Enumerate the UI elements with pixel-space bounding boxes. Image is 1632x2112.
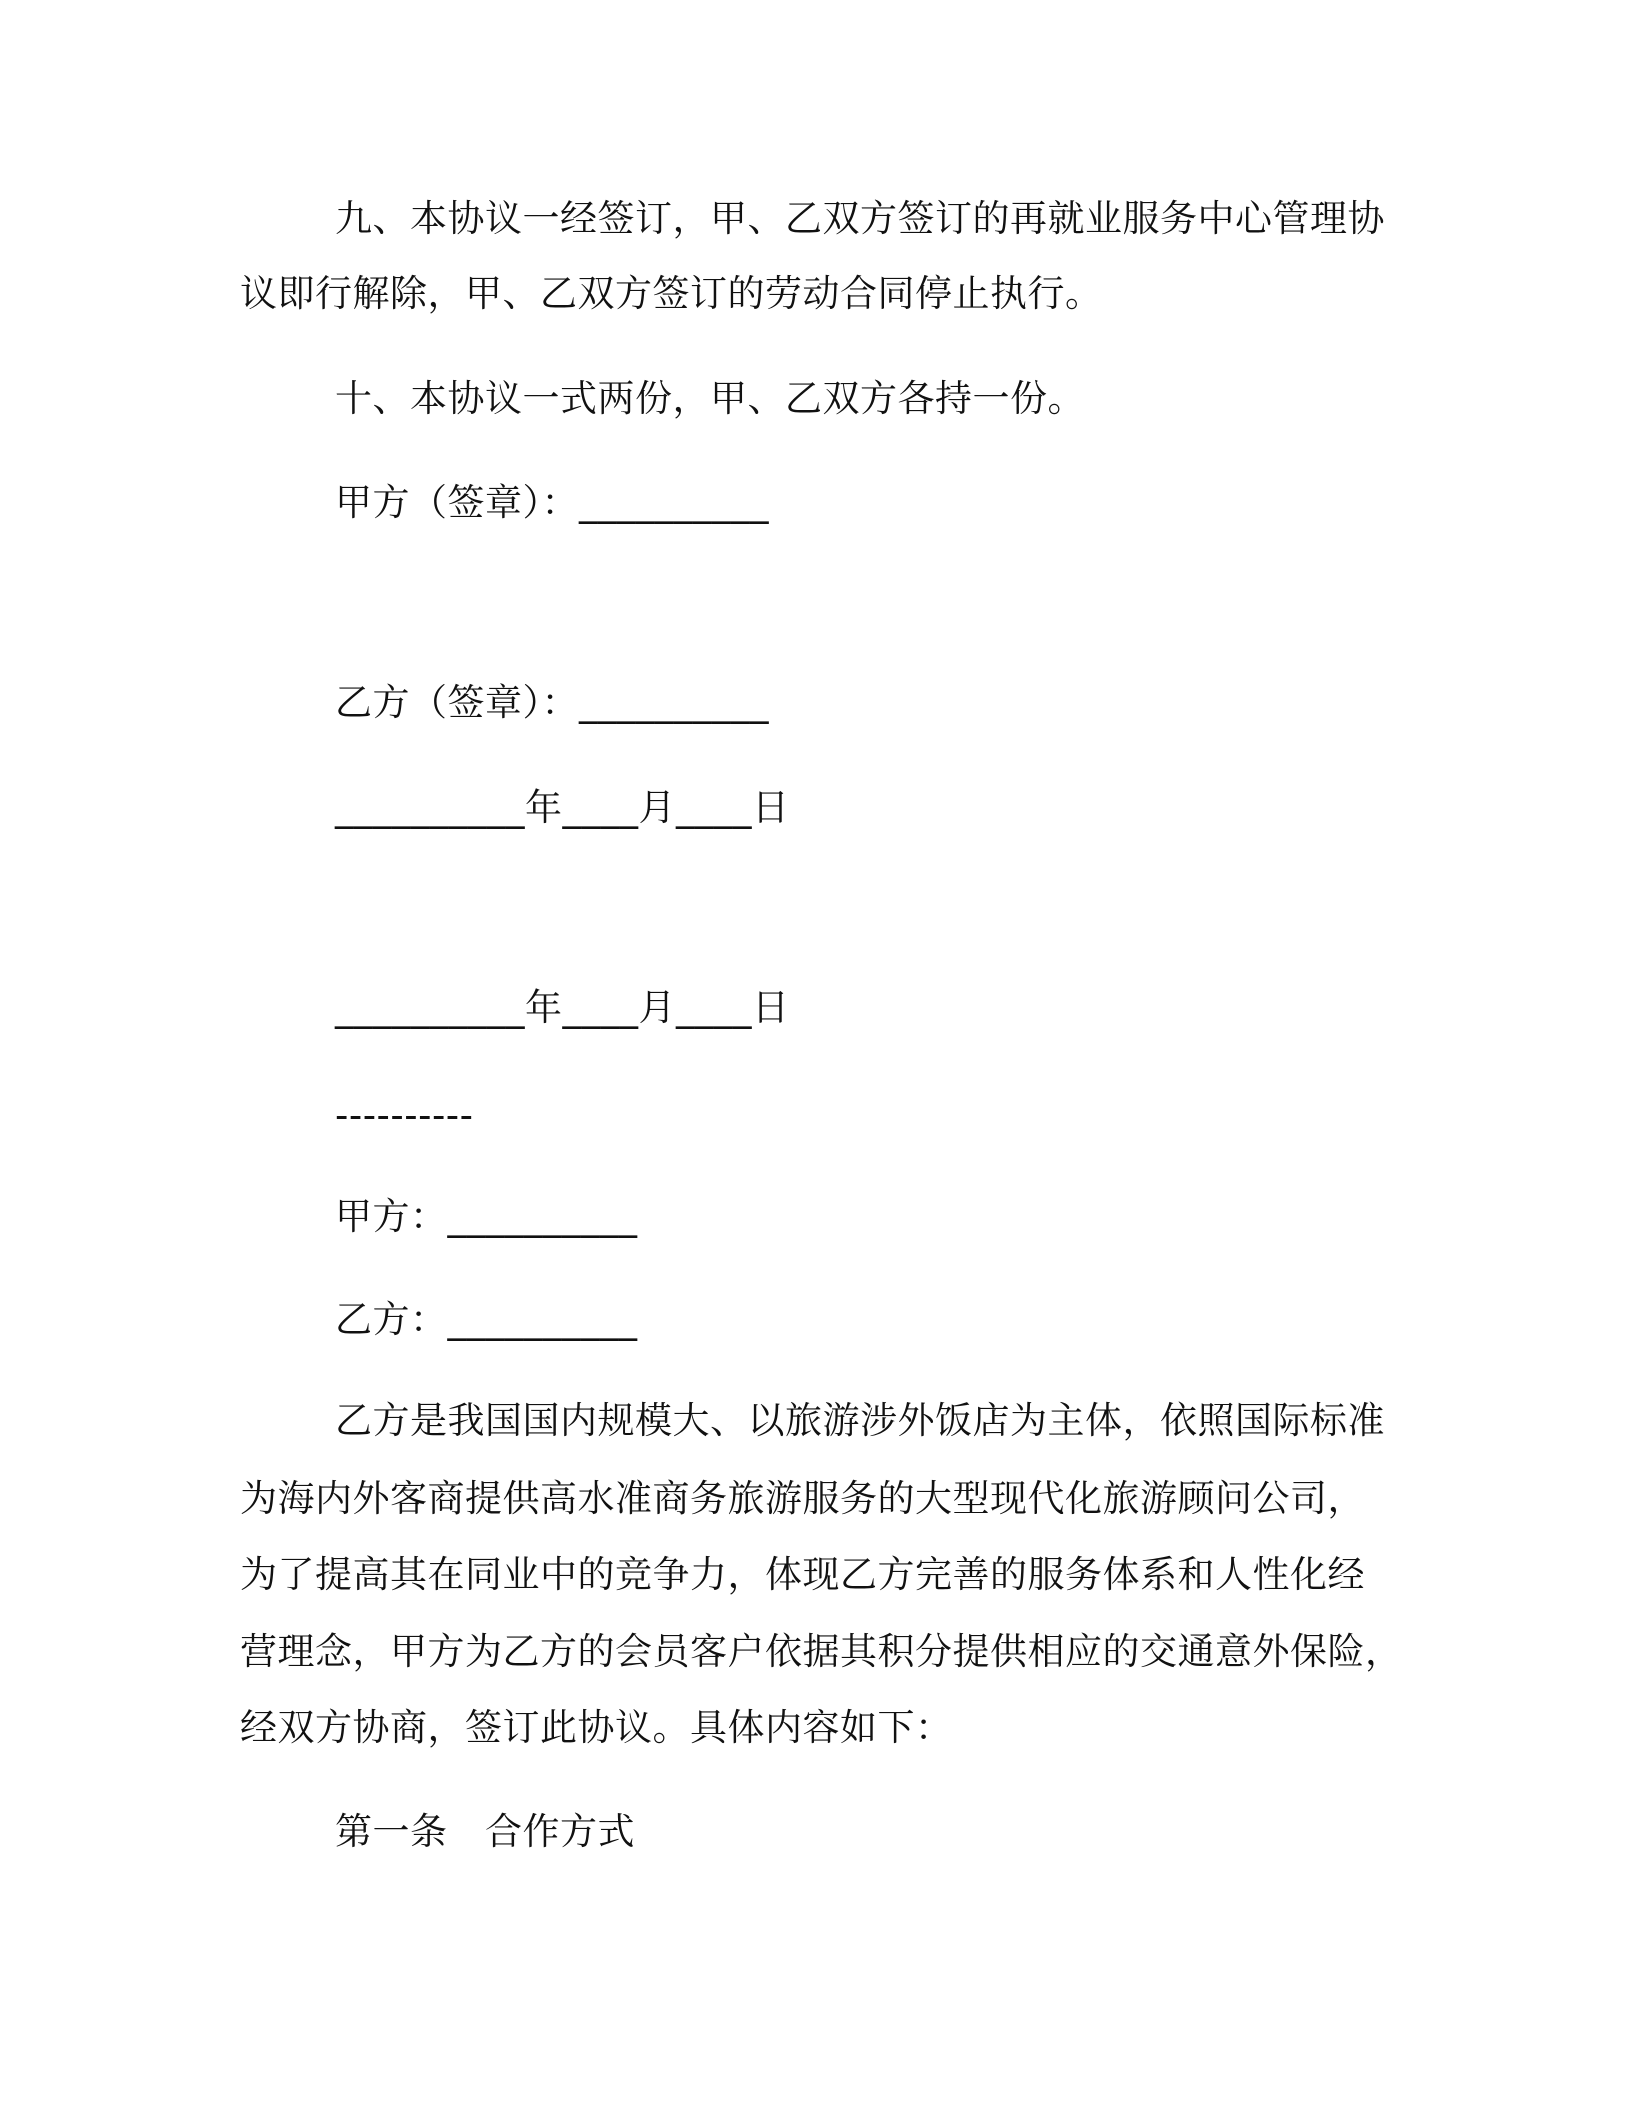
date-line-1: __________年____月____日 bbox=[335, 786, 790, 829]
intro-line-1: 乙方是我国国内规模大、以旅游涉外饭店为主体，依照国际标准 bbox=[335, 1399, 1385, 1442]
party-b-seal-line: 乙方（签章）：__________ bbox=[335, 681, 769, 724]
intro-line-5: 经双方协商，签订此协议。具体内容如下： bbox=[240, 1706, 953, 1749]
clause-9-line-2: 议即行解除，甲、乙双方签订的劳动合同停止执行。 bbox=[240, 272, 1103, 315]
party-b-line: 乙方：__________ bbox=[335, 1298, 638, 1341]
intro-line-4: 营理念，甲方为乙方的会员客户依据其积分提供相应的交通意外保险， bbox=[240, 1630, 1403, 1673]
clause-10: 十、本协议一式两份，甲、乙双方各持一份。 bbox=[335, 377, 1085, 420]
intro-line-2: 为海内外客商提供高水准商务旅游服务的大型现代化旅游顾问公司， bbox=[240, 1477, 1365, 1520]
party-a-line: 甲方：__________ bbox=[335, 1195, 638, 1238]
clause-9-line-1: 九、本协议一经签订，甲、乙双方签订的再就业服务中心管理协 bbox=[335, 197, 1385, 240]
date-line-2: __________年____月____日 bbox=[335, 986, 790, 1029]
article-1-heading: 第一条 合作方式 bbox=[335, 1810, 635, 1853]
separator-line: ---------- bbox=[335, 1094, 474, 1137]
party-a-seal-line: 甲方（签章）：__________ bbox=[335, 481, 769, 524]
intro-line-3: 为了提高其在同业中的竞争力，体现乙方完善的服务体系和人性化经 bbox=[240, 1553, 1365, 1596]
